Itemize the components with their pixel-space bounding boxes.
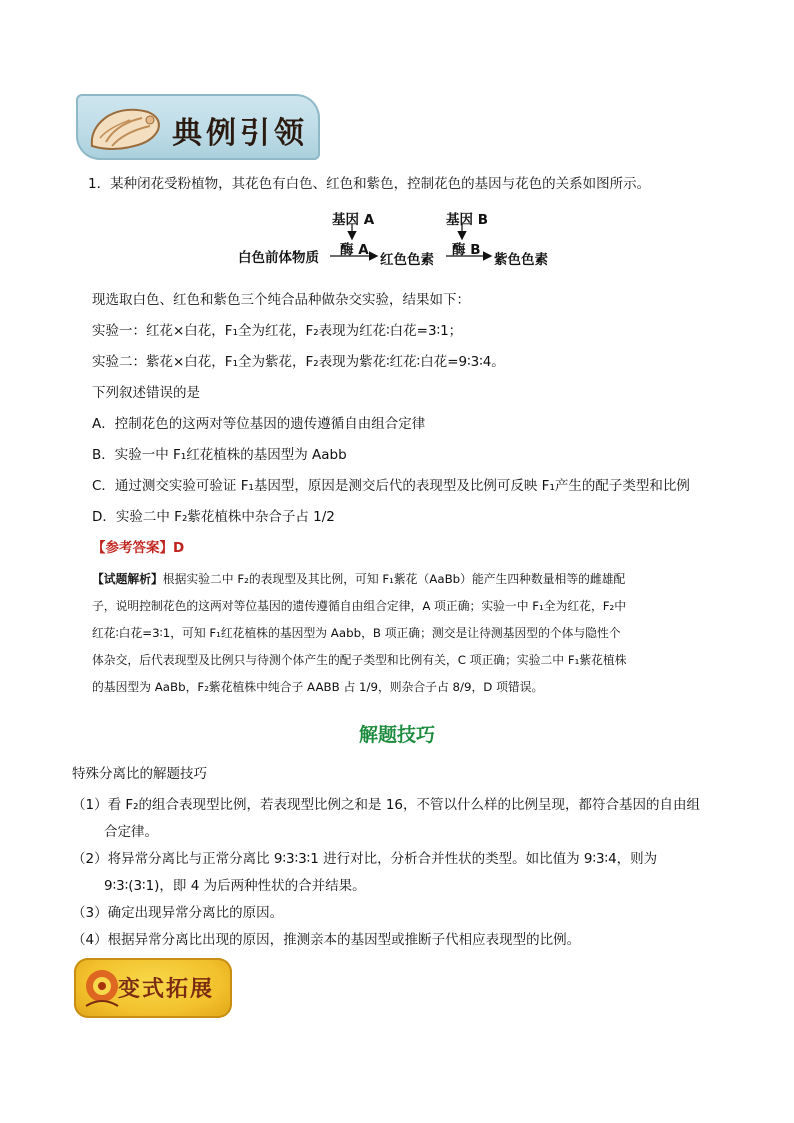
pathway-diagram	[232, 208, 572, 274]
tip-item: 合定律。	[104, 824, 158, 840]
option-c: C．通过测交实验可验证 F₁基因型，原因是测交后代的表现型及比例可反映 F₁产生的配子类型和比例	[92, 478, 690, 494]
tip-item: （3）确定出现异常分离比的原因。	[72, 905, 284, 921]
option-b: B．实验一中 F₁红花植株的基因型为 Aabb	[92, 447, 347, 463]
enzyme-b-label: 酶 B	[452, 242, 481, 258]
purple-pigment-label: 紫色色素	[494, 252, 548, 268]
tip-item: 9∶3∶(3∶1)，即 4 为后两种性状的合并结果。	[104, 878, 366, 894]
analysis-block	[92, 570, 722, 696]
question-prompt: 下列叙述错误的是	[92, 385, 200, 401]
gene-b-label: 基因 B	[446, 212, 488, 228]
question-stem: 1．某种闭花受粉植物，其花色有白色、红色和紫色，控制花色的基因与花色的关系如图所示。	[88, 176, 651, 192]
analysis-line: 体杂交，后代表现型及比例只与待测个体产生的配子类型和比例有关，C 项正确；实验二中 F₁紫花植株	[92, 653, 627, 667]
answer-line	[92, 538, 184, 558]
analysis-label: 【试题解析】	[92, 572, 163, 586]
option-d: D．实验二中 F₂紫花植株中杂合子占 1/2	[92, 509, 335, 525]
tip-item: （1）看 F₂的组合表现型比例，若表现型比例之和是 16，不管以什么样的比例呈现，都符合基因的自由组	[72, 797, 701, 813]
experiment-1: 实验一：红花×白花，F₁全为红花，F₂表现为红花∶白花=3∶1；	[92, 323, 463, 339]
answer-label: 【参考答案】	[92, 540, 173, 556]
analysis-line: 【试题解析】根据实验二中 F₂的表现型及其比例，可知 F₁紫花（AaBb）能产生四种数量相等的雌雄配	[92, 572, 626, 586]
flower-ornament-icon	[82, 966, 122, 1010]
option-a: A．控制花色的这两对等位基因的遗传遵循自由组合定律	[92, 416, 426, 432]
section-banner-examples	[76, 94, 320, 160]
analysis-line: 子，说明控制花色的这两对等位基因的遗传遵循自由组合定律，A 项正确；实验一中 F₁全为红花，F₂中	[92, 599, 627, 613]
precursor-label: 白色前体物质	[238, 250, 319, 266]
tips-subtitle: 特殊分离比的解题技巧	[72, 766, 207, 782]
tips-heading: 解题技巧	[358, 724, 435, 746]
gene-a-label: 基因 A	[332, 212, 375, 228]
conch-shell-icon	[86, 102, 166, 154]
analysis-line: 红花∶白花=3∶1，可知 F₁红花植株的基因型为 Aabb，B 项正确；测交是让待测基因型的个体与隐性个	[92, 626, 621, 640]
banner-title: 变式拓展	[118, 976, 215, 1002]
enzyme-a-label: 酶 A	[340, 242, 369, 258]
answer-value: D	[173, 540, 185, 556]
tip-item: （2）将异常分离比与正常分离比 9∶3∶3∶1 进行对比，分析合并性状的类型。如比值为 9∶3∶4，则为	[72, 851, 658, 867]
tip-item: （4）根据异常分离比出现的原因，推测亲本的基因型或推断子代相应表现型的比例。	[72, 932, 581, 948]
experiment-intro: 现选取白色、红色和紫色三个纯合品种做杂交实验，结果如下：	[92, 292, 470, 308]
section-banner-variants	[74, 958, 232, 1018]
banner-title: 典例引领	[172, 116, 308, 151]
analysis-line: 的基因型为 AaBb，F₂紫花植株中纯合子 AABB 占 1/9，则杂合子占 8/9，D 项错误。	[92, 680, 544, 694]
red-pigment-label: 红色色素	[380, 252, 434, 268]
experiment-2: 实验二：紫花×白花，F₁全为紫花，F₂表现为紫花∶红花∶白花=9∶3∶4。	[92, 354, 505, 370]
